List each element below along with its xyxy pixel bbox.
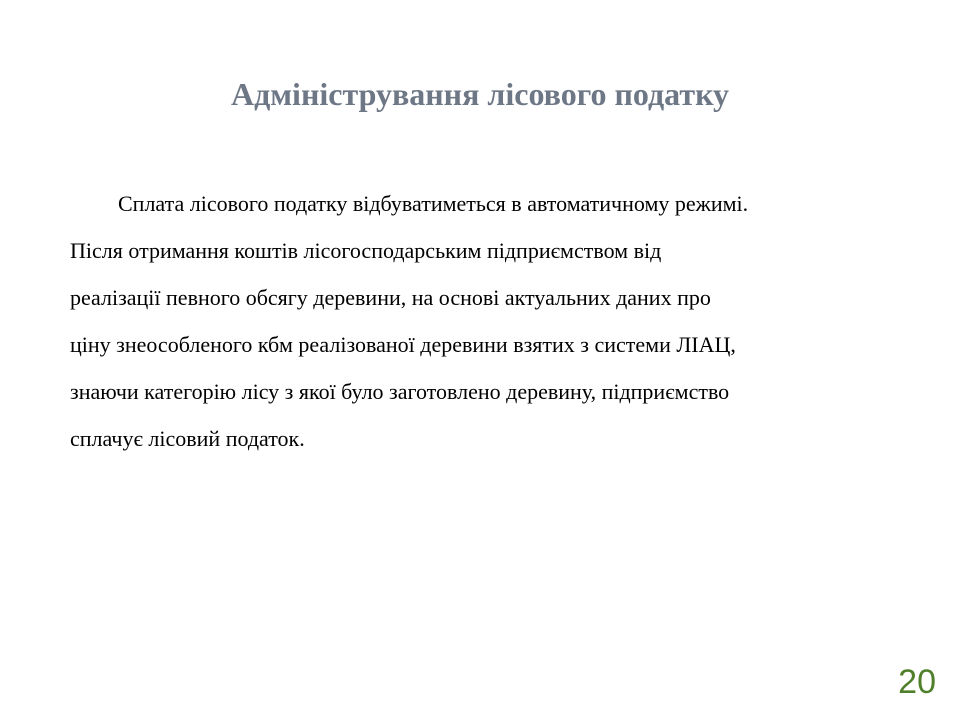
page-number: 20 xyxy=(898,663,936,701)
paragraph-line: реалізації певного обсягу деревини, на основі актуальних даних про xyxy=(70,285,711,310)
paragraph-line: Сплата лісового податку відбуватиметься в автоматичному режимі. xyxy=(118,191,749,216)
slide-title: Адміністрування лісового податку xyxy=(230,76,730,112)
slide-body-paragraph xyxy=(70,180,900,462)
paragraph-line: ціну знеособленого кбм реалізованої деревини взятих з системи ЛІАЦ, xyxy=(70,332,736,357)
paragraph-line: знаючи категорію лісу з якої було заготовлено деревину, підприємство xyxy=(70,379,730,404)
paragraph-line: сплачує лісовий податок. xyxy=(70,426,305,451)
paragraph-line: Після отримання коштів лісогосподарським підприємством від xyxy=(70,238,662,263)
